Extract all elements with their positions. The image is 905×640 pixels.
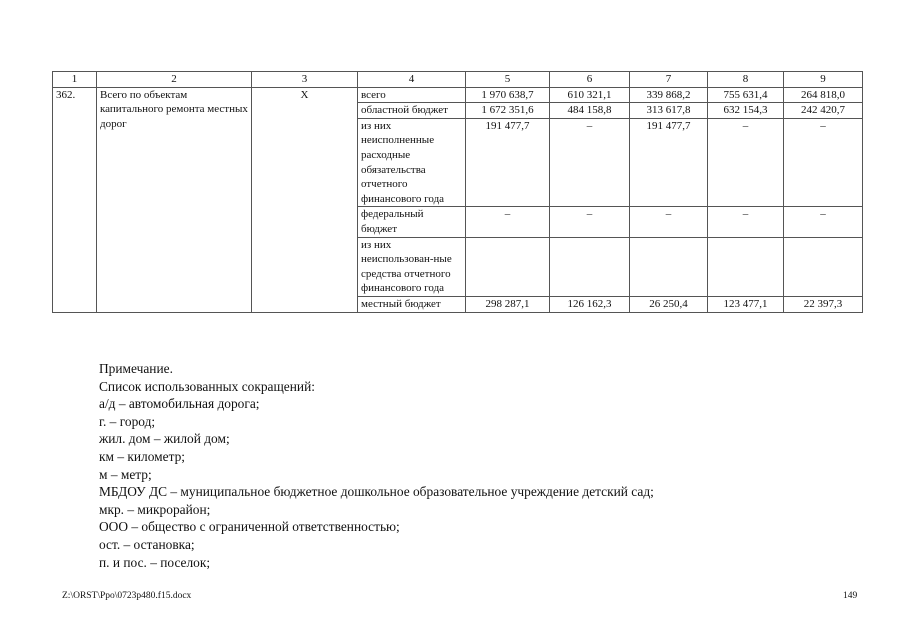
header-cell: 7: [630, 72, 708, 88]
col3-value: Х: [252, 87, 358, 312]
value-cell: 126 162,3: [550, 296, 630, 312]
value-cell: 298 287,1: [466, 296, 550, 312]
row-label: всего: [358, 87, 466, 103]
value-cell: [708, 237, 784, 296]
value-cell: 632 154,3: [708, 103, 784, 119]
header-cell: 9: [784, 72, 863, 88]
value-cell: 1 970 638,7: [466, 87, 550, 103]
value-cell: 755 631,4: [708, 87, 784, 103]
header-cell: 5: [466, 72, 550, 88]
note-line: жил. дом – жилой дом;: [99, 431, 230, 447]
value-cell: 484 158,8: [550, 103, 630, 119]
value-cell: –: [630, 207, 708, 237]
value-cell: –: [784, 207, 863, 237]
header-cell: 4: [358, 72, 466, 88]
value-cell: 1 672 351,6: [466, 103, 550, 119]
value-cell: –: [708, 207, 784, 237]
value-cell: 242 420,7: [784, 103, 863, 119]
row-label: из них неиспользован-ные средства отчетного финансового года: [358, 237, 466, 296]
note-line: мкр. – микрорайон;: [99, 501, 211, 517]
value-cell: –: [784, 118, 863, 207]
table-row: [53, 87, 863, 103]
note-line: ост. – остановка;: [99, 536, 195, 552]
object-name: Всего по объектам капитального ремонта местных дорог: [97, 87, 252, 312]
value-cell: 123 477,1: [708, 296, 784, 312]
value-cell: [550, 237, 630, 296]
header-cell: 2: [97, 72, 252, 88]
value-cell: 610 321,1: [550, 87, 630, 103]
abbreviations-note: [99, 360, 654, 571]
row-label: местный бюджет: [358, 296, 466, 312]
note-line: а/д – автомобильная дорога;: [99, 396, 260, 412]
value-cell: –: [550, 118, 630, 207]
value-cell: 313 617,8: [630, 103, 708, 119]
header-cell: 3: [252, 72, 358, 88]
header-cell: 6: [550, 72, 630, 88]
header-cell: 1: [53, 72, 97, 88]
row-number: 362.: [53, 87, 97, 312]
note-line: м – метр;: [99, 466, 152, 482]
value-cell: [784, 237, 863, 296]
note-line: МБДОУ ДС – муниципальное бюджетное дошкольное образовательное учреждение детский сад;: [99, 484, 654, 500]
row-label: федеральный бюджет: [358, 207, 466, 237]
header-cell: 8: [708, 72, 784, 88]
value-cell: –: [708, 118, 784, 207]
table-header-row: [53, 72, 863, 88]
value-cell: [466, 237, 550, 296]
note-subtitle: Список использованных сокращений:: [99, 378, 315, 394]
value-cell: 339 868,2: [630, 87, 708, 103]
value-cell: 26 250,4: [630, 296, 708, 312]
value-cell: [630, 237, 708, 296]
value-cell: –: [550, 207, 630, 237]
footer-file-path: Z:\ORST\Ppo\0723p480.f15.docx: [62, 591, 192, 601]
value-cell: 22 397,3: [784, 296, 863, 312]
value-cell: 191 477,7: [466, 118, 550, 207]
row-label: областной бюджет: [358, 103, 466, 119]
note-line: км – километр;: [99, 448, 186, 464]
note-line: п. и пос. – поселок;: [99, 554, 211, 570]
page-number: 149: [843, 591, 858, 601]
note-line: г. – город;: [99, 413, 156, 429]
row-label: из них неисполненные расходные обязательства отчетного финансового года: [358, 118, 466, 207]
note-line: ООО – общество с ограниченной ответственностью;: [99, 519, 400, 535]
value-cell: 191 477,7: [630, 118, 708, 207]
value-cell: 264 818,0: [784, 87, 863, 103]
value-cell: –: [466, 207, 550, 237]
note-title: Примечание.: [99, 361, 173, 376]
budget-table: [52, 71, 863, 313]
